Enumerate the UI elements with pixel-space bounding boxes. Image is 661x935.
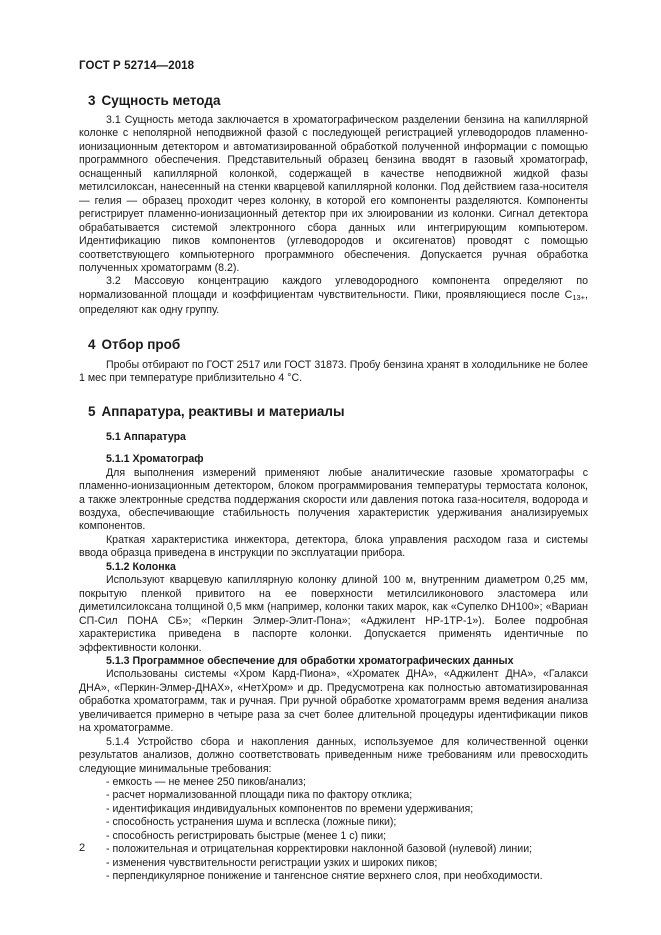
page-number: 2 bbox=[79, 842, 86, 854]
section-title: Сущность метода bbox=[101, 93, 221, 108]
paragraph-5-1-1-b: Краткая характеристика инжектора, детектора, блока управления расходом газа и системы ввода образца приведена в инструкции по эксплуатации прибора. bbox=[79, 533, 588, 560]
list-item: - перпендикулярное понижение и тангенсное снятие верхнего слоя, при необходимости. bbox=[106, 870, 543, 883]
list-item: - способность устранения шума и всплеска (ложные пики); bbox=[106, 816, 397, 829]
section-title: Аппаратура, реактивы и материалы bbox=[101, 403, 345, 419]
list-item: - способность регистрировать быстрые (менее 1 с) пики; bbox=[106, 829, 387, 842]
section-3-heading bbox=[88, 92, 588, 110]
paragraph-4: Пробы отбирают по ГОСТ 2517 или ГОСТ 31873. Пробу бензина хранят в холодильнике не более 1 мес при температуре приблизительно 4 °С. bbox=[79, 358, 588, 385]
subscript: 13+ bbox=[572, 292, 586, 302]
subsection-5-1-2-heading: 5.1.2 Колонка bbox=[106, 560, 176, 573]
subsection-5-1-3-heading: 5.1.3 Программное обеспечение для обработки хроматографических данных bbox=[106, 654, 514, 667]
subsection-5-1-heading: 5.1 Аппаратура bbox=[106, 430, 186, 443]
section-title: Отбор проб bbox=[101, 336, 181, 352]
section-number: 3 bbox=[88, 93, 96, 108]
document-body bbox=[79, 90, 588, 884]
list-item: - идентификация индивидуальных компонентов по времени удерживания; bbox=[106, 802, 474, 815]
document-header: ГОСТ Р 52714—2018 bbox=[79, 60, 195, 72]
subsection-5-1-1-heading: 5.1.1 Хроматограф bbox=[106, 453, 204, 466]
section-4-heading bbox=[88, 336, 588, 354]
text-run: , определяют как одну группу. bbox=[79, 288, 588, 317]
paragraph-5-1-3: Использованы системы «Хром Кард-Пиона», «Хроматек ДНА», «Аджилент ДНА», «Галакси ДНА», «Перкин-Элмер-ДНАХ», «НетХром» и др. Предусмотрена как полностью автоматизированная обработка хроматограмм, так и ручная. При ручной обработке хроматограмм время ведения анализа увеличивается примерно в четыре раза за счет более длительной процедуры идентификации пиков на хроматограмме. bbox=[79, 668, 588, 735]
paragraph-3-2 bbox=[79, 275, 588, 317]
list-item: - изменения чувствительности регистрации узких и широких пиков; bbox=[106, 856, 438, 869]
text-run: 3.2 Массовую концентрацию каждого углеводородного компонента определяют по нормализованной площади и коэффициентам чувствительности. Пики, проявляющиеся после C bbox=[79, 275, 588, 301]
paragraph-5-1-4: 5.1.4 Устройство сбора и накопления данных, используемое для количественной оценки результатов анализов, должно соответствовать приведенным ниже требованиям или превосходить следующие минимальные требования: bbox=[79, 735, 588, 775]
section-number: 4 bbox=[88, 336, 96, 352]
list-item: - положительная и отрицательная корректировки наклонной базовой (нулевой) линии; bbox=[106, 843, 533, 856]
section-number: 5 bbox=[88, 403, 96, 419]
list-item: - емкость — не менее 250 пиков/анализ; bbox=[106, 776, 306, 789]
paragraph-5-1-1-a: Для выполнения измерений применяют любые аналитические газовые хроматографы с пламенно-ионизационным детектором, блоком программирования температуры термостата колонок, а также электронные средства поддержания скорости или давления потока газа-носителя, водорода и воздуха, обеспечивающие стабильность получения характеристик удерживания анализируемых компонентов. bbox=[79, 466, 588, 533]
paragraph-3-1: 3.1 Сущность метода заключается в хроматографическом разделении бензина на капиллярной колонке с неполярной неподвижной фазой с последующей регистрацией углеводородов пламенно-ионизационным детектором и автоматизированной обработкой полученной информации с помощью программного обеспечения. Представительный образец бензина вводят в газовый хроматограф, оснащенный капиллярной колонкой, содержащей в качестве неподвижной жидкой фазы метилсилоксан, нанесенный на стенки кварцевой капиллярной колонки. Под действием газа-носителя — гелия — образец проходит через колонку, в которой его компоненты разделяются. Компоненты регистрирует пламенно-ионизационный детектор при их элюировании из колонки. Сигнал детектора обрабатывается системой электронного сбора данных или интегрирующим компьютером. Идентификацию пиков компонентов (углеводородов и оксигенатов) проводят с помощью соответствующего компьютерного программного обеспечения. Допускается ручная обработка полученных хроматограмм (8.2). bbox=[79, 114, 588, 274]
paragraph-5-1-2: Используют кварцевую капиллярную колонку длиной 100 м, внутренним диаметром 0,25 мм, покрытую пленкой привитого на ее поверхности метилсиликонового эластомера или диметилсилоксана толщиной 0,5 мкм (например, колонки таких марок, как «Супелко DH100»; «Вариан СП-Сил ПОНА СБ»; «Перкин Элмер-Элит-Пона»; «Аджилент НР-1ТР-1»). Более подробная характеристика приведена в паспорте колонки. Допускается применять идентичные по эффективности колонки. bbox=[79, 574, 588, 654]
list-item: - расчет нормализованной площади пика по фактору отклика; bbox=[106, 789, 413, 802]
requirements-list bbox=[79, 776, 588, 884]
section-5-heading bbox=[88, 403, 588, 421]
